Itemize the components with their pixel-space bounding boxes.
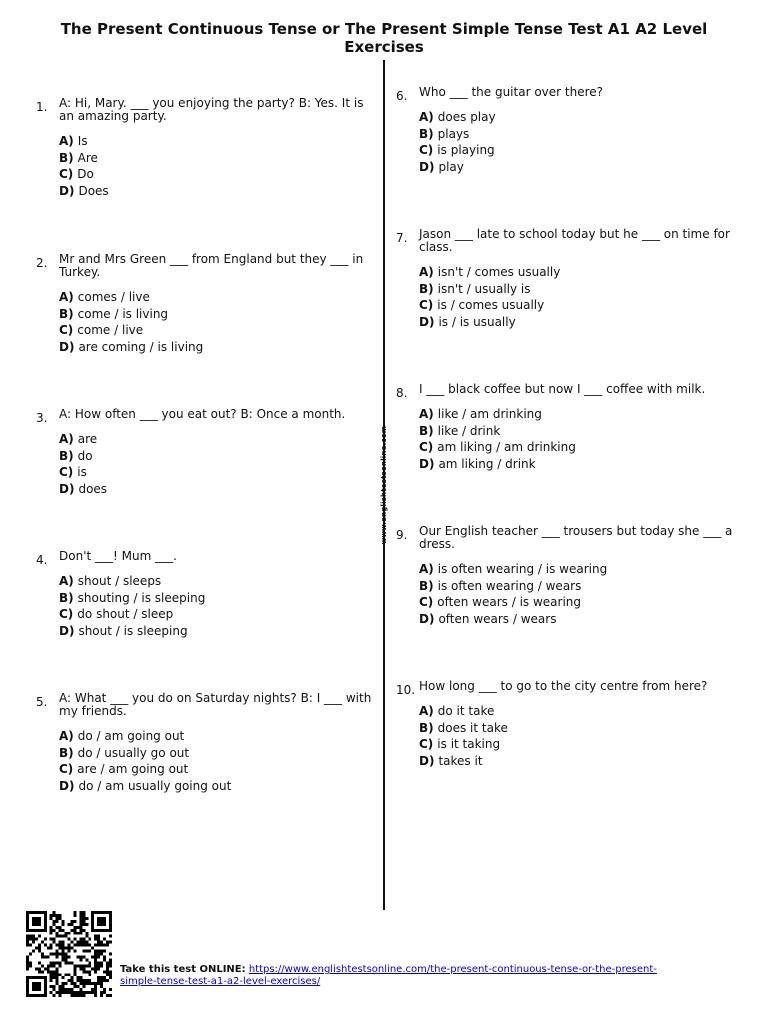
question-text: I ___ black coffee but now I ___ coffee with milk. [419, 382, 706, 396]
question-number: 1. [36, 100, 48, 114]
answer-option[interactable] [419, 736, 738, 753]
answer-option[interactable] [59, 464, 378, 481]
option-letter: C) [419, 737, 434, 751]
option-text: do / am usually going out [78, 778, 232, 793]
option-text: do [77, 448, 93, 463]
answer-option[interactable] [419, 594, 738, 611]
option-text: is it taking [437, 737, 501, 751]
answer-options [419, 703, 738, 769]
option-text: often wears / is wearing [437, 595, 582, 609]
option-letter: D) [59, 481, 75, 496]
option-letter: D) [59, 339, 75, 354]
answer-option[interactable] [419, 126, 738, 143]
answer-option[interactable] [59, 306, 378, 323]
answer-options [419, 561, 738, 627]
option-letter: A) [59, 432, 74, 446]
option-letter: B) [59, 590, 74, 605]
option-text: isn't / usually is [437, 281, 531, 296]
option-letter: D) [419, 611, 435, 626]
answer-option[interactable] [59, 481, 378, 498]
option-letter: D) [59, 623, 75, 638]
question-10 [396, 680, 738, 769]
option-letter: A) [59, 134, 74, 148]
question-3 [36, 408, 378, 497]
option-text: does it take [437, 720, 508, 735]
option-text: are coming / is living [78, 339, 204, 354]
question-2 [36, 253, 378, 355]
option-letter: D) [419, 753, 435, 768]
question-number: 9. [396, 528, 408, 542]
answer-option[interactable] [419, 456, 738, 473]
question-text: A: How often ___ you eat out? B: Once a month. [59, 407, 346, 421]
page-title: The Present Continuous Tense or The Present Simple Tense Test A1 A2 Level Exercises [60, 20, 708, 56]
option-text: is / comes usually [437, 298, 545, 312]
question-number: 10. [396, 683, 416, 697]
option-text: come / is living [77, 306, 169, 321]
answer-option[interactable] [59, 761, 378, 778]
footer-label: Take this test ONLINE: [120, 964, 246, 975]
option-letter: A) [419, 562, 434, 576]
answer-option[interactable] [419, 109, 738, 126]
option-letter: A) [59, 729, 74, 743]
option-letter: B) [419, 126, 434, 141]
option-text: like / drink [437, 423, 501, 438]
option-letter: C) [419, 595, 434, 609]
answer-option[interactable] [419, 720, 738, 737]
answer-option[interactable] [59, 289, 378, 306]
answer-option[interactable] [419, 578, 738, 595]
option-text: Is [77, 134, 88, 148]
answer-option[interactable] [419, 611, 738, 628]
question-text: A: What ___ you do on Saturday nights? B: I ___ with my friends. [59, 691, 372, 718]
footer-text [120, 964, 680, 988]
question-1 [36, 97, 378, 199]
answer-option[interactable] [419, 406, 738, 423]
option-letter: C) [419, 440, 434, 454]
option-letter: C) [59, 323, 74, 337]
question-text: Who ___ the guitar over there? [419, 85, 604, 99]
option-text: isn't / comes usually [437, 265, 561, 279]
question-8 [396, 383, 738, 472]
option-letter: B) [419, 423, 434, 438]
question-number: 7. [396, 231, 408, 245]
question-number: 6. [396, 89, 408, 103]
answer-option[interactable] [59, 183, 378, 200]
option-letter: B) [59, 745, 74, 760]
question-9 [396, 525, 738, 627]
answer-option[interactable] [59, 448, 378, 465]
answer-option[interactable] [59, 166, 378, 183]
answer-option[interactable] [419, 753, 738, 770]
option-text: often wears / wears [438, 611, 557, 626]
option-text: shouting / is sleeping [77, 590, 206, 605]
side-url: www.englishtestsonline.com [380, 425, 388, 545]
option-text: is often wearing / is wearing [437, 562, 608, 576]
question-number: 3. [36, 411, 48, 425]
option-letter: D) [419, 456, 435, 471]
option-letter: B) [419, 281, 434, 296]
answer-option[interactable] [419, 561, 738, 578]
option-letter: A) [419, 110, 434, 124]
answer-option[interactable] [419, 159, 738, 176]
option-letter: A) [419, 407, 434, 421]
option-text: do / am going out [77, 729, 185, 743]
option-letter: D) [419, 159, 435, 174]
answer-option[interactable] [59, 133, 378, 150]
option-text: am liking / drink [438, 456, 536, 471]
option-letter: C) [419, 143, 434, 157]
option-letter: B) [419, 720, 434, 735]
option-text: takes it [438, 753, 483, 768]
answer-options [59, 573, 378, 639]
option-letter: B) [419, 578, 434, 593]
answer-options [59, 431, 378, 497]
answer-option[interactable] [59, 150, 378, 167]
option-letter: B) [59, 448, 74, 463]
option-letter: B) [59, 150, 74, 165]
option-text: are / am going out [77, 762, 189, 776]
answer-options [59, 728, 378, 794]
answer-option[interactable] [59, 606, 378, 623]
option-text: is playing [437, 143, 495, 157]
answer-option[interactable] [419, 142, 738, 159]
option-text: shout / is sleeping [78, 623, 188, 638]
option-letter: D) [59, 183, 75, 198]
option-letter: D) [419, 314, 435, 329]
option-text: comes / live [77, 290, 150, 304]
answer-option[interactable] [419, 264, 738, 281]
option-letter: A) [419, 704, 434, 718]
option-text: Do [77, 167, 94, 181]
option-text: do / usually go out [77, 745, 190, 760]
question-text: Jason ___ late to school today but he ___ on time for class. [419, 227, 730, 254]
answer-option[interactable] [59, 573, 378, 590]
option-text: are [77, 432, 98, 446]
option-text: do it take [437, 704, 495, 718]
answer-option[interactable] [59, 431, 378, 448]
option-text: is [77, 465, 87, 479]
answer-option[interactable] [59, 623, 378, 640]
question-6 [396, 86, 738, 175]
question-text: How long ___ to go to the city centre from here? [419, 679, 708, 693]
answer-option[interactable] [419, 439, 738, 456]
answer-option[interactable] [419, 314, 738, 331]
option-text: Does [78, 183, 109, 198]
option-letter: A) [59, 574, 74, 588]
question-text: Mr and Mrs Green ___ from England but they ___ in Turkey. [59, 252, 364, 279]
option-letter: A) [419, 265, 434, 279]
option-letter: A) [59, 290, 74, 304]
option-text: is often wearing / wears [437, 578, 582, 593]
answer-option[interactable] [419, 423, 738, 440]
option-text: shout / sleeps [77, 574, 162, 588]
question-5 [36, 692, 378, 794]
answer-options [419, 264, 738, 330]
answer-option[interactable] [419, 297, 738, 314]
option-letter: C) [59, 762, 74, 776]
answer-options [59, 133, 378, 199]
question-7 [396, 228, 738, 330]
option-letter: B) [59, 306, 74, 321]
question-text: A: Hi, Mary. ___ you enjoying the party? B: Yes. It is an amazing party. [59, 96, 364, 123]
option-text: like / am drinking [437, 407, 542, 421]
test-online-link[interactable]: https://www.englishtestsonline.com/the-present-continuous-tense-or-the-present-simple-tense-test-a1-a2-level-exercises/ [120, 964, 657, 987]
option-text: plays [437, 126, 470, 141]
question-number: 8. [396, 386, 408, 400]
option-text: does [78, 481, 108, 496]
answer-option[interactable] [59, 745, 378, 762]
qr-code-icon[interactable] [24, 911, 114, 997]
option-text: Are [77, 150, 98, 165]
answer-option[interactable] [59, 339, 378, 356]
answer-option[interactable] [419, 281, 738, 298]
question-4 [36, 550, 378, 639]
footer [24, 911, 724, 1001]
answer-options [59, 289, 378, 355]
question-text: Don't ___! Mum ___. [59, 549, 177, 563]
answer-options [419, 406, 738, 472]
option-text: do shout / sleep [77, 607, 174, 621]
question-text: Our English teacher ___ trousers but today she ___ a dress. [419, 524, 733, 551]
option-letter: C) [59, 465, 74, 479]
question-number: 4. [36, 553, 48, 567]
answer-option[interactable] [59, 322, 378, 339]
option-text: does play [437, 110, 496, 124]
option-text: come / live [77, 323, 144, 337]
answer-option[interactable] [419, 703, 738, 720]
answer-options [419, 109, 738, 175]
option-letter: C) [59, 167, 74, 181]
option-text: is / is usually [438, 314, 516, 329]
answer-option[interactable] [59, 778, 378, 795]
answer-option[interactable] [59, 590, 378, 607]
question-number: 5. [36, 695, 48, 709]
question-number: 2. [36, 256, 48, 270]
option-text: play [438, 159, 464, 174]
option-letter: D) [59, 778, 75, 793]
answer-option[interactable] [59, 728, 378, 745]
option-text: am liking / am drinking [437, 440, 576, 454]
option-letter: C) [59, 607, 74, 621]
option-letter: C) [419, 298, 434, 312]
